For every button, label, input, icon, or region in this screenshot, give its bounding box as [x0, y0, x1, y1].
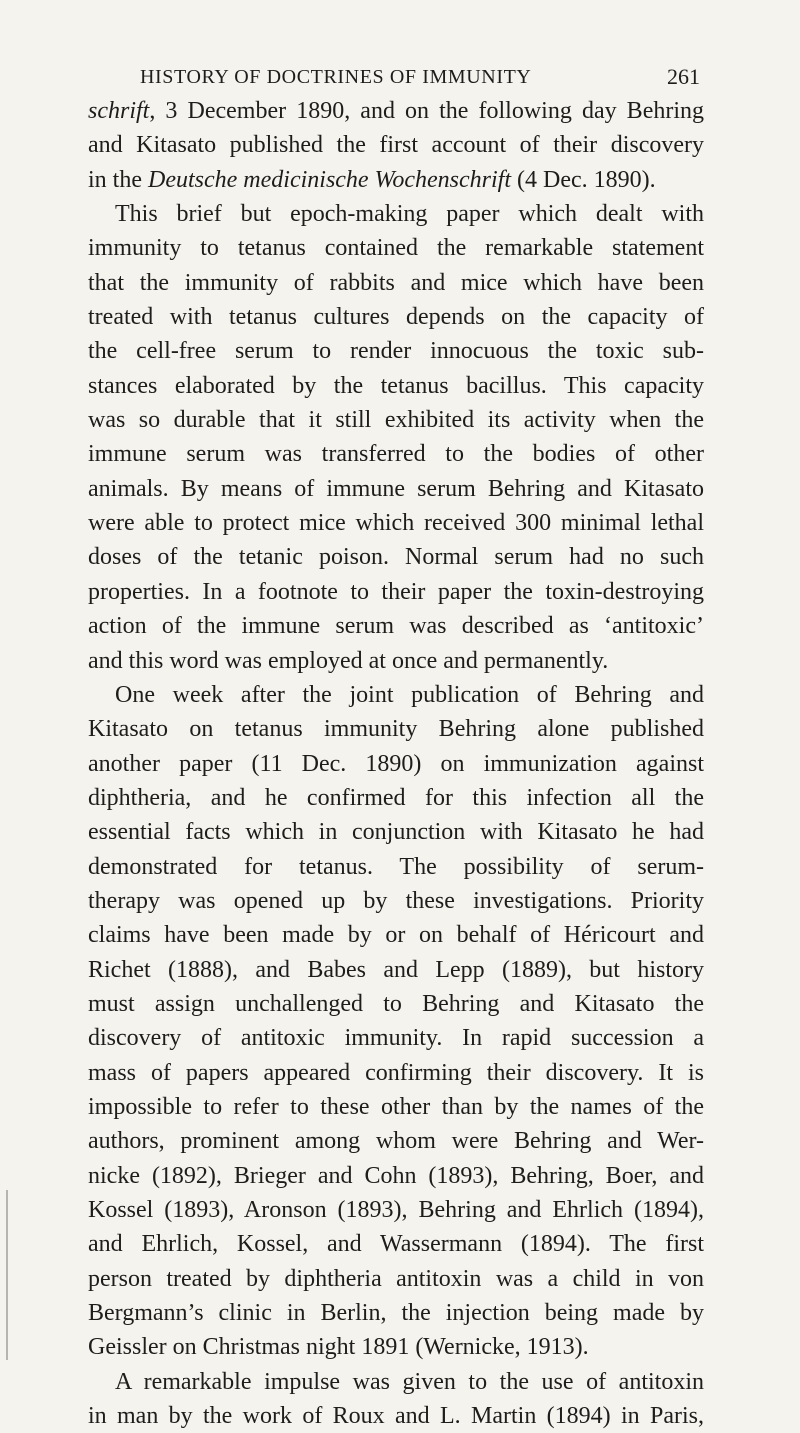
text-line	[88, 472, 704, 506]
text-line	[88, 712, 704, 746]
text-run: and Kitasato published the first account of their discovery	[88, 132, 704, 159]
italic-run: schrift	[88, 98, 150, 124]
text-run: One week after the joint publication of Behring and	[115, 681, 704, 708]
running-head	[140, 66, 700, 96]
text-line	[88, 369, 704, 403]
text-line	[88, 540, 704, 574]
paragraph	[88, 1365, 704, 1433]
paragraph	[88, 197, 704, 678]
text-line	[88, 609, 704, 643]
text-line	[88, 506, 704, 540]
text-run: another paper (11 Dec. 1890) on immunization against	[88, 750, 704, 777]
text-line	[88, 197, 704, 231]
text-line	[88, 437, 704, 471]
text-run: immune serum was transferred to the bodies of other	[88, 441, 704, 468]
text-line	[88, 1193, 704, 1227]
text-run: in man by the work of Roux and L. Martin (1894) in Paris,	[88, 1403, 704, 1430]
text-run: Kossel (1893), Aronson (1893), Behring and Ehrlich (1894),	[88, 1197, 704, 1223]
text-line	[88, 94, 704, 128]
text-run: (4 Dec. 1890).	[511, 166, 656, 193]
text-line	[88, 987, 704, 1021]
text-run: and Ehrlich, Kossel, and Wassermann (1894). The first	[88, 1231, 704, 1258]
text-run: therapy was opened up by these investigations. Priority	[88, 887, 704, 914]
text-line	[88, 678, 704, 712]
text-line	[88, 1296, 704, 1330]
text-run: treated with tetanus cultures depends on the capacity of	[88, 304, 704, 331]
text-run: properties. In a footnote to their paper the toxin-destroying	[88, 578, 704, 605]
text-run: nicke (1892), Brieger and Cohn (1893), Behring, Boer, and	[88, 1162, 704, 1189]
page-number: 261	[667, 64, 700, 89]
running-title: HISTORY OF DOCTRINES OF IMMUNITY	[140, 66, 532, 88]
text-line	[88, 1262, 704, 1296]
text-line	[88, 644, 704, 678]
text-line	[88, 266, 704, 300]
text-run: were able to protect mice which received 300 minimal lethal	[88, 510, 704, 537]
text-line	[88, 231, 704, 265]
text-run: This brief but epoch-making paper which dealt with	[115, 201, 704, 228]
text-line	[88, 403, 704, 437]
text-line	[88, 747, 704, 781]
margin-mark	[6, 1190, 8, 1360]
text-line	[88, 953, 704, 987]
text-run: immunity to tetanus contained the remarkable statement	[88, 235, 704, 262]
text-line	[88, 884, 704, 918]
text-line	[88, 163, 704, 197]
text-run: authors, prominent among whom were Behring and Wer-	[88, 1128, 704, 1155]
text-run: action of the immune serum was described as ‘antitoxic’	[88, 613, 704, 640]
text-run: must assign unchallenged to Behring and Kitasato the	[88, 990, 704, 1017]
text-run: and this word was employed at once and permanently.	[88, 647, 609, 674]
text-line	[88, 1090, 704, 1124]
text-line	[88, 1365, 704, 1399]
text-line	[88, 128, 704, 162]
text-run: animals. By means of immune serum Behring and Kitasato	[88, 475, 704, 502]
text-line	[88, 334, 704, 368]
text-run: diphtheria, and he confirmed for this infection all the	[88, 784, 704, 811]
text-run: A remarkable impulse was given to the use of antitoxin	[115, 1368, 704, 1395]
text-run: Geissler on Christmas night 1891 (Wernicke, 1913).	[88, 1334, 589, 1361]
text-line	[88, 1227, 704, 1261]
text-run: impossible to refer to these other than by the names of the	[88, 1093, 704, 1120]
text-line	[88, 850, 704, 884]
text-run: was so durable that it still exhibited its activity when the	[88, 407, 704, 434]
text-run: person treated by diphtheria antitoxin was a child in von	[88, 1265, 704, 1292]
text-line	[88, 918, 704, 952]
paragraph	[88, 94, 704, 197]
text-line	[88, 1021, 704, 1055]
text-run: that the immunity of rabbits and mice which have been	[88, 269, 704, 296]
text-run: demonstrated for tetanus. The possibility of serum-	[88, 853, 704, 880]
text-line	[88, 781, 704, 815]
text-line	[88, 1159, 704, 1193]
text-run: Richet (1888), and Babes and Lepp (1889), but history	[88, 956, 704, 983]
body-text	[88, 94, 704, 1433]
text-run: the cell-free serum to render innocuous the toxic sub-	[88, 338, 704, 365]
text-line	[88, 1330, 704, 1364]
text-run: Bergmann’s clinic in Berlin, the injection being made by	[88, 1300, 704, 1327]
text-line	[88, 575, 704, 609]
text-run: , 3 December 1890, and on the following day Behring	[149, 98, 704, 124]
italic-run: Deutsche medicinische Wochenschrift	[148, 166, 512, 193]
text-run: stances elaborated by the tetanus bacillus. This capacity	[88, 372, 704, 399]
text-run: claims have been made by or on behalf of Héricourt and	[88, 922, 704, 949]
text-run: in the	[88, 166, 148, 193]
text-line	[88, 1056, 704, 1090]
paragraph	[88, 678, 704, 1365]
text-line	[88, 300, 704, 334]
text-run: mass of papers appeared confirming their discovery. It is	[88, 1059, 704, 1086]
text-run: doses of the tetanic poison. Normal serum had no such	[88, 544, 704, 571]
text-line	[88, 815, 704, 849]
text-line	[88, 1399, 704, 1433]
text-run: essential facts which in conjunction with Kitasato he had	[88, 819, 704, 846]
text-line	[88, 1124, 704, 1158]
text-run: Kitasato on tetanus immunity Behring alone published	[88, 716, 704, 743]
text-run: discovery of antitoxic immunity. In rapid succession a	[88, 1025, 704, 1052]
